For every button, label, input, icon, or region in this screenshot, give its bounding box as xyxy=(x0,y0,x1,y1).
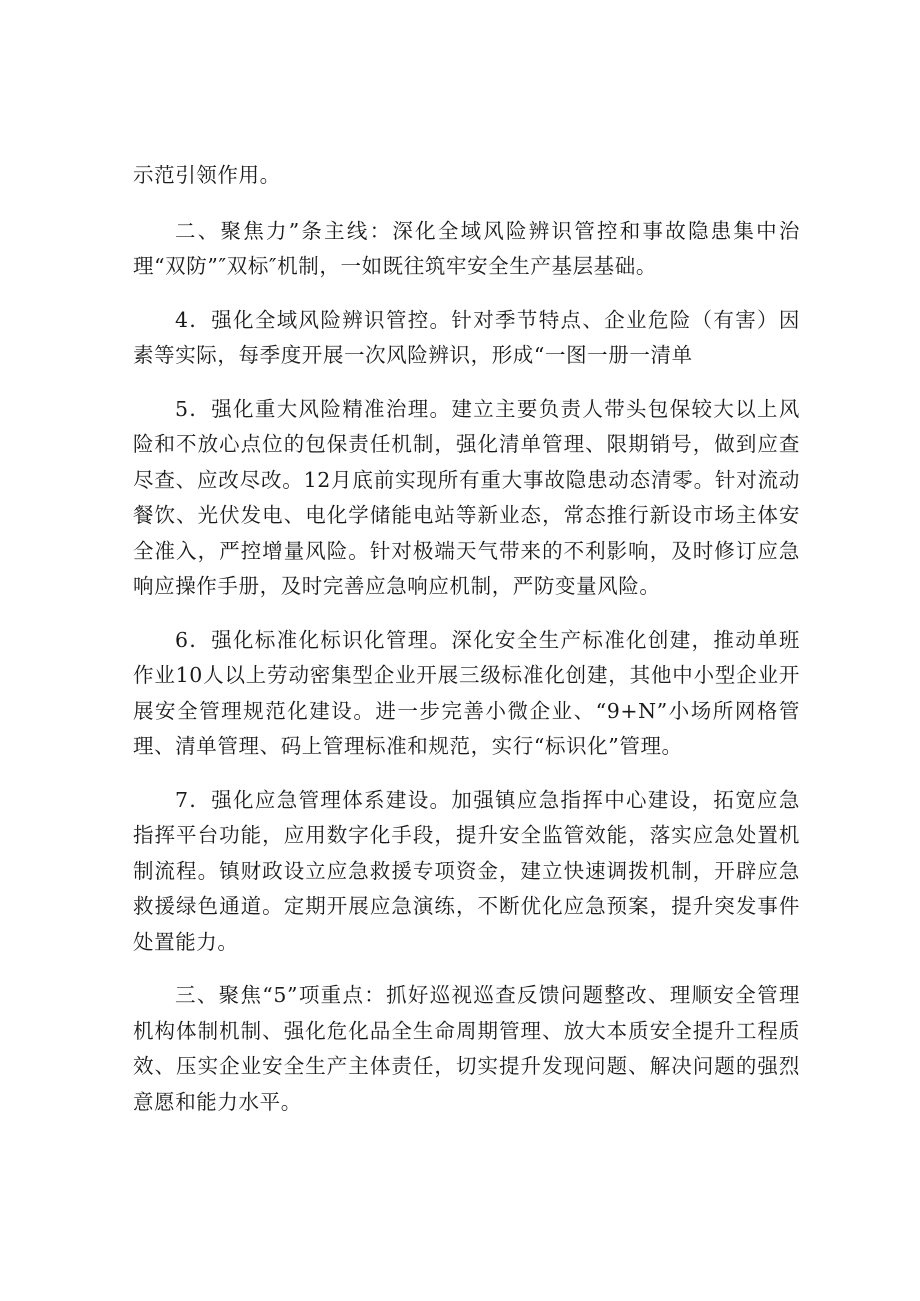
paragraph-item-7: 7．强化应急管理体系建设。加强镇应急指挥中心建设，拓宽应急指挥平台功能，应用数字化手段，提升安全监管效能，落实应急处置机制流程。镇财政设立应急救援专项资金，建立快速调拨机制，开辟应急救援绿色通道。定期开展应急演练，不断优化应急预案，提升突发事件处置能力。 xyxy=(133,787,800,954)
paragraph-section-three-heading: 三、聚焦“5”项重点：抓好巡视巡查反馈问题整改、理顺安全管理机构体制机制、强化危化品全生命周期管理、放大本质安全提升工程质效、压实企业安全生产主体责任，切实提升发现问题、解决问题的强烈意愿和能力水平。 xyxy=(133,983,800,1114)
paragraph-item-4: 4．强化全域风险辨识管控。针对季节特点、企业危险（有害）因素等实际，每季度开展一次风险辨识，形成“一图一册一清单 xyxy=(133,307,800,367)
paragraph-item-6: 6．强化标准化标识化管理。深化安全生产标准化创建，推动单班作业10人以上劳动密集型企业开展三级标准化创建，其他中小型企业开展安全管理规范化建设。进一步完善小微企业、“9+N”小场所网格管理、清单管理、码上管理标准和规范，实行“标识化”管理。 xyxy=(133,627,800,758)
paragraph-section-two-heading: 二、聚焦力”条主线：深化全域风险辨识管控和事故隐患集中治理“双防”″双标″机制，一如既往筑牢安全生产基层基础。 xyxy=(133,218,800,278)
paragraph-item-5: 5．强化重大风险精准治理。建立主要负责人带头包保较大以上风险和不放心点位的包保责任机制，强化清单管理、限期销号，做到应查尽查、应改尽改。12月底前实现所有重大事故隐患动态清零。针对流动餐饮、光伏发电、电化学储能电站等新业态，常态推行新设市场主体安全准入，严控增量风险。针对极端天气带来的不利影响，及时修订应急响应操作手册，及时完善应急响应机制，严防变量风险。 xyxy=(133,396,800,598)
paragraph-continuation: 示范引领作用。 xyxy=(133,163,281,187)
document-body xyxy=(133,158,800,1138)
